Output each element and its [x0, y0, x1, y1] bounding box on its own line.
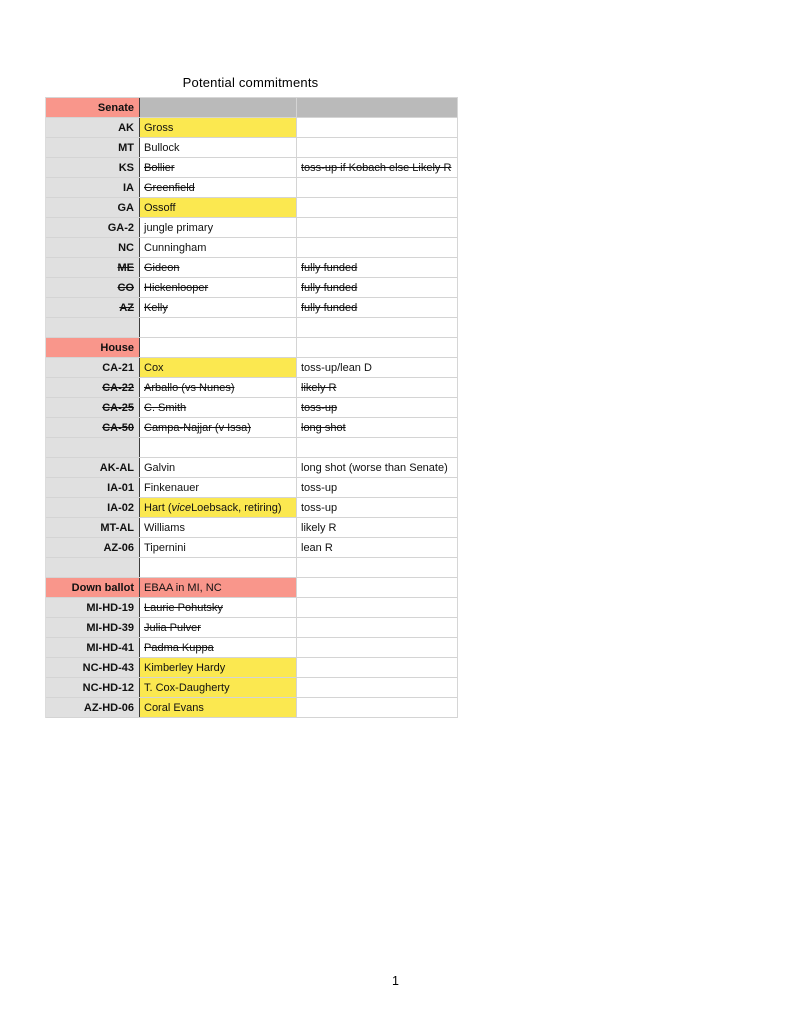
note-cell	[297, 498, 457, 517]
row-label-cell	[46, 318, 140, 337]
candidate-cell	[140, 518, 297, 537]
candidate-cell	[140, 118, 297, 137]
row-label-cell	[46, 358, 140, 377]
section-header-row	[46, 578, 457, 598]
row-label-cell	[46, 178, 140, 197]
candidate-cell	[140, 358, 297, 377]
candidate-cell	[140, 298, 297, 317]
row-label: Down ballot	[71, 581, 134, 594]
row-label: MT-AL	[100, 521, 134, 534]
candidate-name: Kelly	[144, 301, 168, 314]
note-cell	[297, 318, 457, 337]
note-cell	[297, 578, 457, 597]
note-cell	[297, 438, 457, 457]
note-text: likely R	[301, 521, 337, 534]
note-cell	[297, 258, 457, 277]
table-row	[46, 278, 457, 298]
candidate-cell	[140, 538, 297, 557]
note-cell	[297, 598, 457, 617]
note-cell	[297, 118, 457, 137]
candidate-cell	[140, 378, 297, 397]
row-label-cell	[46, 478, 140, 497]
row-label: AZ	[119, 301, 134, 314]
note-cell	[297, 618, 457, 637]
blank-row	[46, 558, 457, 578]
note-text: toss-up	[301, 481, 338, 494]
candidate-cell	[140, 318, 297, 337]
table-row	[46, 418, 457, 438]
page-number: 1	[392, 974, 399, 988]
candidate-cell	[140, 678, 297, 697]
note-cell	[297, 238, 457, 257]
section-label-cell	[46, 578, 140, 597]
row-label-cell	[46, 198, 140, 217]
row-label: NC-HD-43	[82, 661, 134, 674]
note-cell	[297, 558, 457, 577]
row-label: MI-HD-41	[86, 641, 134, 654]
note-cell	[297, 338, 457, 357]
row-label: KS	[118, 161, 134, 174]
note-cell	[297, 538, 457, 557]
table-row	[46, 398, 457, 418]
note-cell	[297, 198, 457, 217]
row-label-cell	[46, 218, 140, 237]
row-label-cell	[46, 558, 140, 577]
table-row	[46, 198, 457, 218]
note-text: long shot	[301, 421, 346, 434]
candidate-name: Campa-Najjar (v Issa)	[144, 421, 251, 434]
row-label: MI-HD-39	[86, 621, 134, 634]
note-text: lean R	[301, 541, 333, 554]
note-text: long shot (worse than Senate)	[301, 461, 448, 474]
note-text: toss-up/lean D	[301, 361, 372, 374]
note-text: toss-up	[301, 501, 338, 514]
candidate-cell	[140, 138, 297, 157]
blank-row	[46, 318, 457, 338]
table-row	[46, 258, 457, 278]
row-label-cell	[46, 238, 140, 257]
table-row	[46, 238, 457, 258]
blank-row	[46, 438, 457, 458]
candidate-name: Kimberley Hardy	[144, 661, 226, 674]
row-label-cell	[46, 418, 140, 437]
candidate-cell	[140, 278, 297, 297]
candidate-name: Finkenauer	[144, 481, 200, 494]
candidate-name: C. Smith	[144, 401, 187, 414]
candidate-name: Gideon	[144, 261, 180, 274]
table-row	[46, 498, 457, 518]
candidate-name: Bollier	[144, 161, 175, 174]
candidate-cell	[140, 418, 297, 437]
candidate-name-part: Loebsack, retiring)	[191, 501, 282, 514]
candidate-name: Coral Evans	[144, 701, 204, 714]
candidate-name: Cox	[144, 361, 164, 374]
candidate-cell	[140, 198, 297, 217]
row-label-cell	[46, 658, 140, 677]
candidate-name: Galvin	[144, 461, 176, 474]
candidate-cell	[140, 218, 297, 237]
section-header-row	[46, 98, 457, 118]
candidate-name: Padma Kuppa	[144, 641, 214, 654]
note-cell	[297, 298, 457, 317]
table-row	[46, 218, 457, 238]
candidate-cell	[140, 158, 297, 177]
candidate-name-part: Hart (	[144, 501, 172, 514]
candidate-cell	[140, 698, 297, 717]
note-text: toss-up	[301, 401, 338, 414]
row-label: NC	[118, 241, 134, 254]
row-label-cell	[46, 438, 140, 457]
row-label: GA	[117, 201, 134, 214]
row-label: MI-HD-19	[86, 601, 134, 614]
note-cell	[297, 358, 457, 377]
row-label-cell	[46, 118, 140, 137]
note-text: likely R	[301, 381, 337, 394]
row-label-cell	[46, 538, 140, 557]
row-label-cell	[46, 598, 140, 617]
table-row	[46, 378, 457, 398]
note-cell	[297, 398, 457, 417]
note-cell	[297, 378, 457, 397]
note-text: toss-up if Kobach else Likely R	[301, 161, 452, 174]
row-label-cell	[46, 158, 140, 177]
row-label-cell	[46, 498, 140, 517]
page-title: Potential commitments	[182, 75, 319, 90]
candidate-cell	[140, 238, 297, 257]
note-cell	[297, 518, 457, 537]
table-row	[46, 698, 457, 718]
row-label: CA-21	[102, 361, 134, 374]
candidate-cell	[140, 178, 297, 197]
candidate-name: T. Cox-Daugherty	[144, 681, 230, 694]
table-row	[46, 478, 457, 498]
note-cell	[297, 98, 457, 117]
candidate-name: Tipernini	[144, 541, 186, 554]
table-row	[46, 658, 457, 678]
table-row	[46, 638, 457, 658]
candidate-cell	[140, 658, 297, 677]
candidate-name: Julia Pulver	[144, 621, 201, 634]
row-label-cell	[46, 518, 140, 537]
row-label: MT	[118, 141, 134, 154]
note-text: fully funded	[301, 261, 358, 274]
candidate-cell	[140, 498, 297, 517]
note-cell	[297, 638, 457, 657]
candidate-cell	[140, 458, 297, 477]
row-label-cell	[46, 698, 140, 717]
candidate-cell	[140, 338, 297, 357]
row-label-cell	[46, 138, 140, 157]
table-row	[46, 358, 457, 378]
row-label: NC-HD-12	[82, 681, 134, 694]
note-cell	[297, 138, 457, 157]
row-label-cell	[46, 278, 140, 297]
table-row	[46, 618, 457, 638]
candidate-name: Williams	[144, 521, 185, 534]
note-cell	[297, 458, 457, 477]
row-label: CA-50	[102, 421, 134, 434]
table-row	[46, 518, 457, 538]
note-cell	[297, 178, 457, 197]
note-text: fully funded	[301, 301, 358, 314]
row-label-cell	[46, 298, 140, 317]
candidate-name: Bullock	[144, 141, 180, 154]
table-row	[46, 298, 457, 318]
section-label-cell	[46, 98, 140, 117]
row-label-cell	[46, 638, 140, 657]
candidate-cell	[140, 478, 297, 497]
row-label-cell	[46, 458, 140, 477]
candidate-name: jungle primary	[144, 221, 214, 234]
table-row	[46, 138, 457, 158]
candidate-name: Laurie Pohutsky	[144, 601, 223, 614]
row-label: GA-2	[107, 221, 134, 234]
row-label-cell	[46, 398, 140, 417]
table-row	[46, 538, 457, 558]
row-label: Senate	[97, 101, 134, 114]
candidate-cell	[140, 558, 297, 577]
candidate-name: Greenfield	[144, 181, 195, 194]
candidate-name: Ossoff	[144, 201, 176, 214]
row-label: CA-25	[102, 401, 134, 414]
note-cell	[297, 278, 457, 297]
note-cell	[297, 158, 457, 177]
candidate-name: Arballo (vs Nunes)	[144, 381, 235, 394]
note-cell	[297, 678, 457, 697]
candidate-name: Gross	[144, 121, 174, 134]
note-cell	[297, 218, 457, 237]
row-label: AK	[118, 121, 134, 134]
candidate-cell	[140, 258, 297, 277]
candidate-cell	[140, 398, 297, 417]
row-label: CA-22	[102, 381, 134, 394]
note-text: fully funded	[301, 281, 358, 294]
candidate-name: Hickenlooper	[144, 281, 209, 294]
candidate-cell	[140, 438, 297, 457]
table-row	[46, 118, 457, 138]
row-label: IA-02	[107, 501, 134, 514]
row-label: ME	[117, 261, 134, 274]
candidate-cell	[140, 638, 297, 657]
row-label: House	[100, 341, 134, 354]
row-label-cell	[46, 618, 140, 637]
row-label: IA	[123, 181, 134, 194]
note-cell	[297, 418, 457, 437]
table-row	[46, 678, 457, 698]
candidate-name-part: vice	[171, 501, 192, 514]
table-row	[46, 458, 457, 478]
table-row	[46, 598, 457, 618]
row-label: AK-AL	[99, 461, 134, 474]
row-label: AZ-HD-06	[83, 701, 134, 714]
commitments-table	[45, 97, 458, 718]
candidate-cell	[140, 598, 297, 617]
note-cell	[297, 698, 457, 717]
candidate-name: EBAA in MI, NC	[144, 581, 222, 594]
note-cell	[297, 658, 457, 677]
row-label: CO	[117, 281, 134, 294]
note-cell	[297, 478, 457, 497]
row-label: IA-01	[107, 481, 134, 494]
table-row	[46, 178, 457, 198]
row-label-cell	[46, 378, 140, 397]
candidate-cell	[140, 578, 297, 597]
section-header-row	[46, 338, 457, 358]
table-row	[46, 158, 457, 178]
section-label-cell	[46, 338, 140, 357]
row-label: AZ-06	[103, 541, 134, 554]
candidate-cell	[140, 98, 297, 117]
row-label-cell	[46, 678, 140, 697]
candidate-name: Cunningham	[144, 241, 207, 254]
candidate-cell	[140, 618, 297, 637]
row-label-cell	[46, 258, 140, 277]
